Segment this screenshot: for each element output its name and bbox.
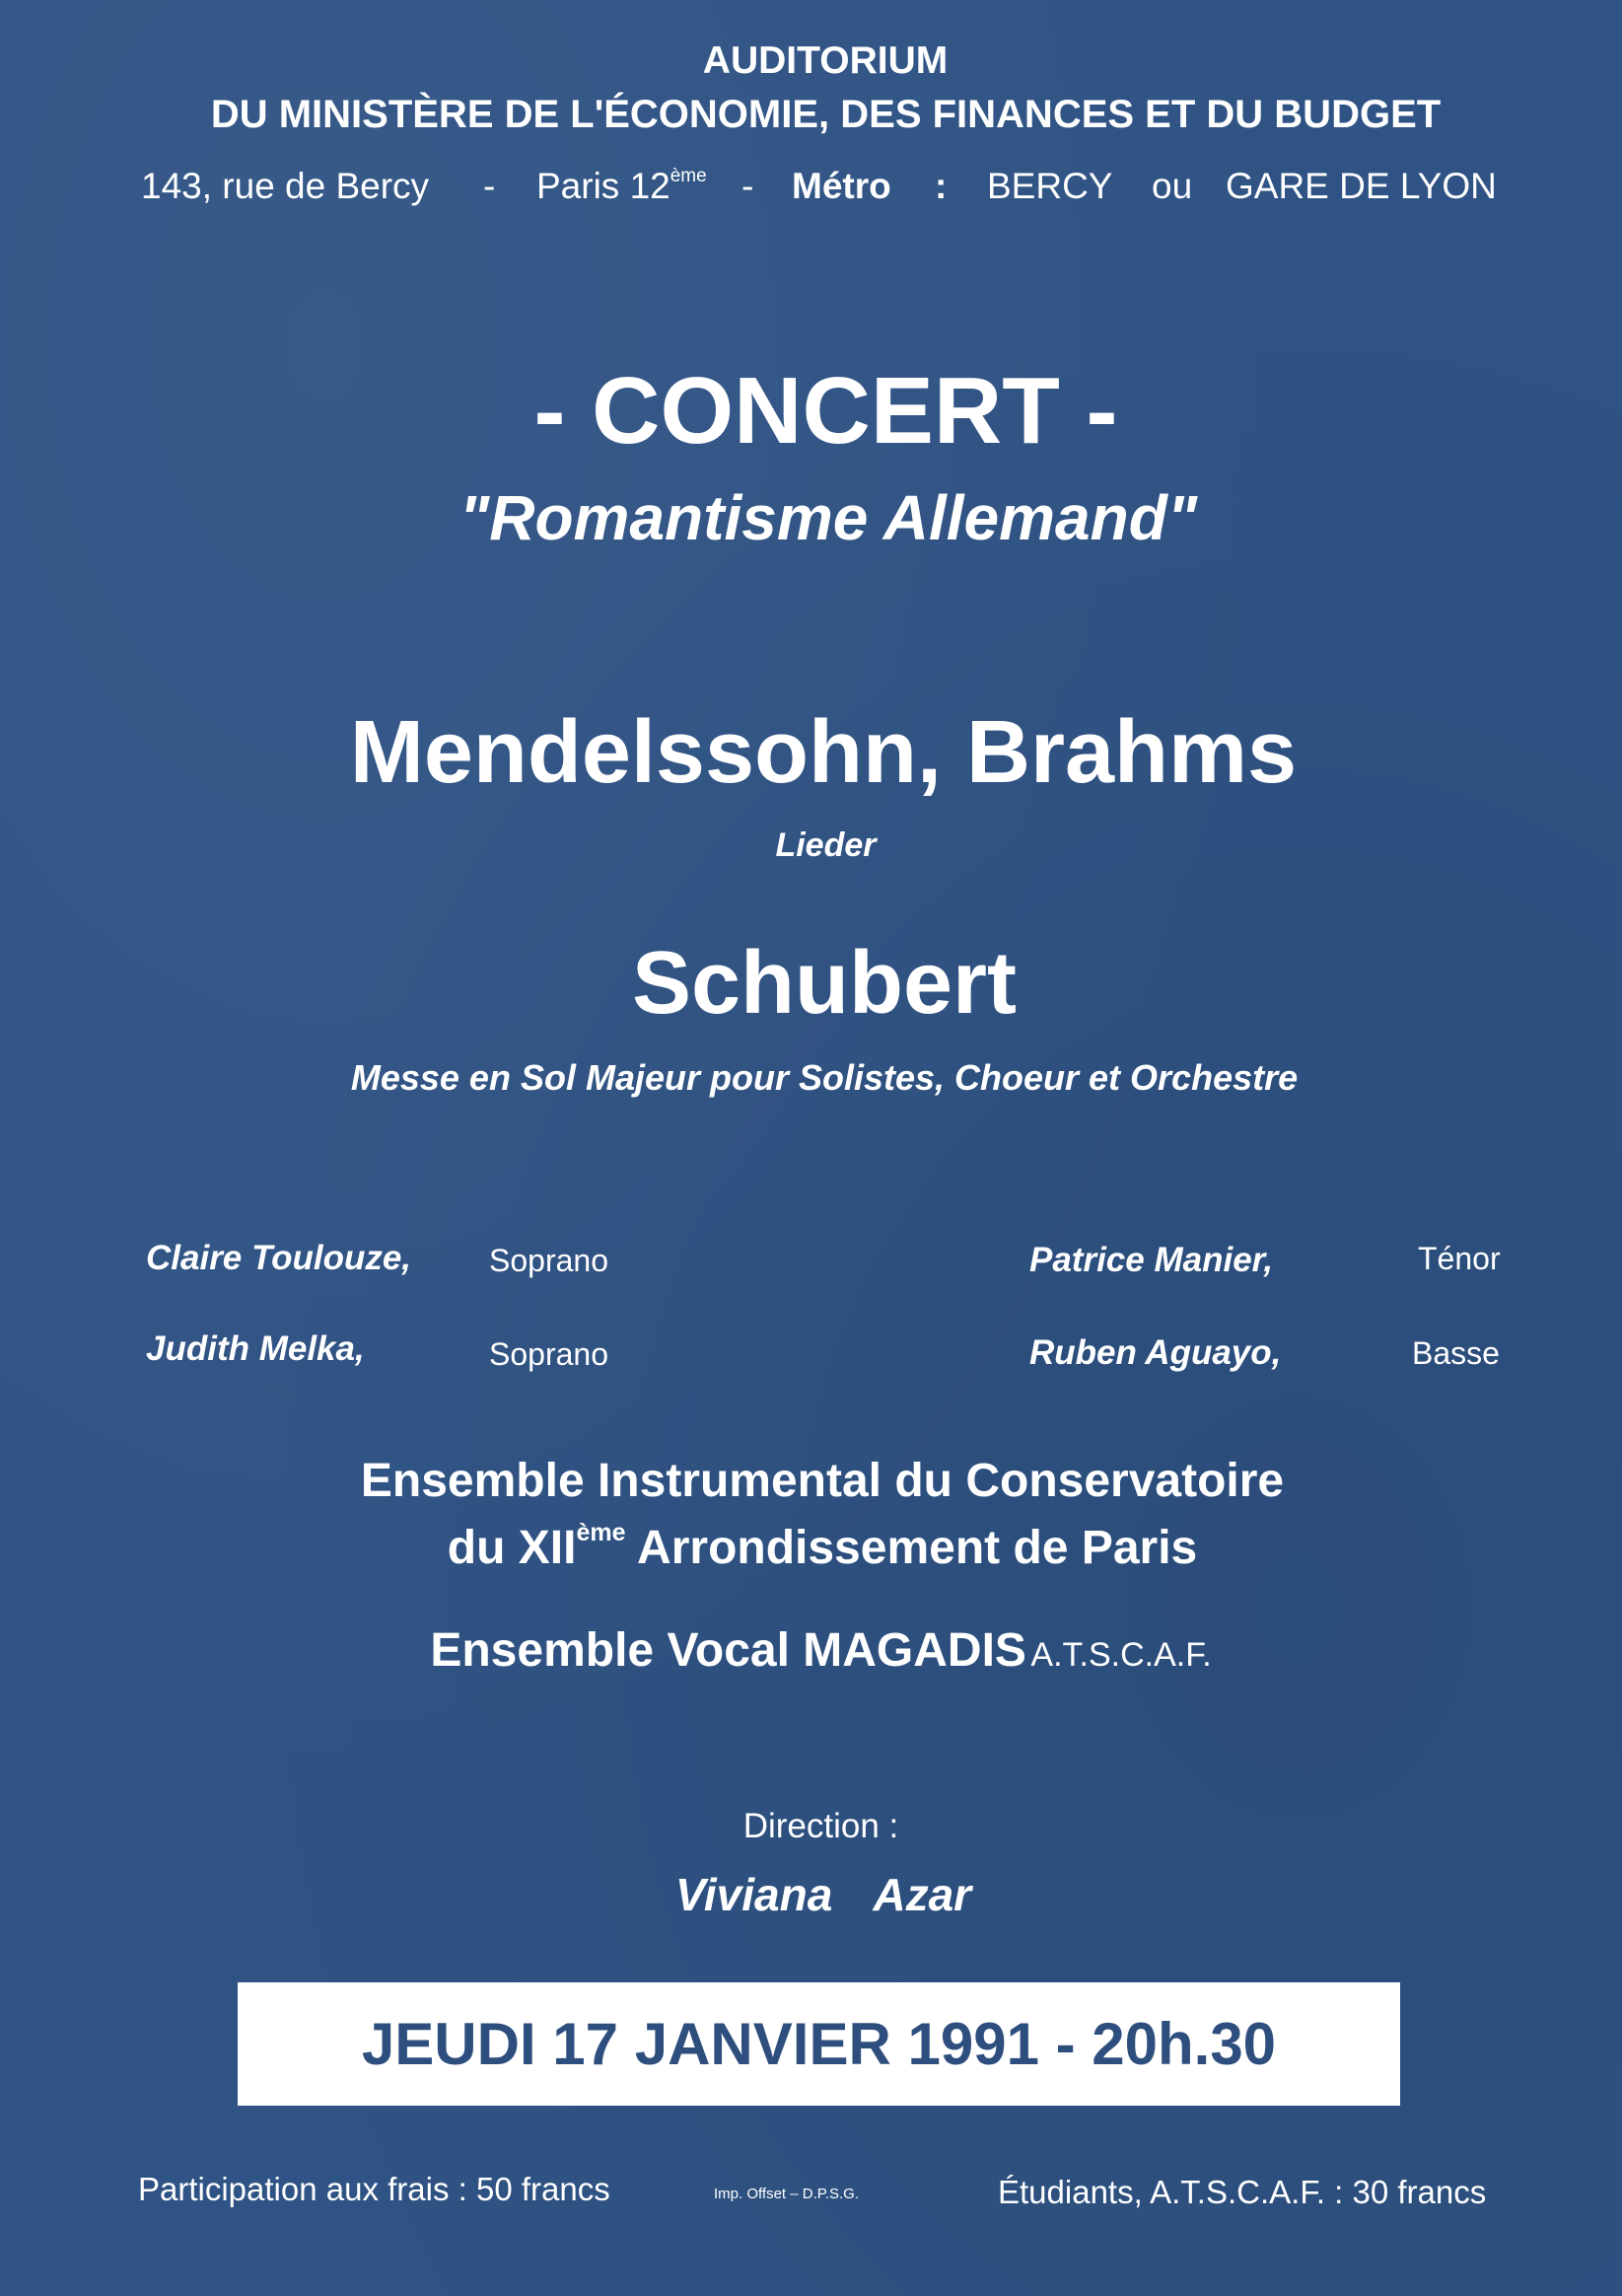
direction-label: Direction : <box>742 1807 899 1845</box>
work-messe: Messe en Sol Majeur pour Solistes, Choeur et Orchestre <box>350 1057 1299 1098</box>
venue-subtitle: DU MINISTÈRE DE L'ÉCONOMIE, DES FINANCES ET DU BUDGET <box>210 93 1442 136</box>
soloist-voice: Ténor <box>1418 1241 1501 1276</box>
fee-reduced: Étudiants, A.T.S.C.A.F. : 30 francs <box>998 2174 1487 2210</box>
soloist-name: Judith Melka, <box>146 1329 365 1368</box>
concert-title: - CONCERT - <box>533 358 1118 464</box>
instrumental-ensemble-prefix: du XII <box>447 1522 577 1574</box>
instrumental-ensemble-sup: ème <box>576 1519 626 1546</box>
metro-station-gare-de-lyon: GARE DE LYON <box>1226 166 1497 206</box>
soloist-voice: Soprano <box>489 1243 608 1278</box>
address-separator: - <box>741 166 754 206</box>
venue-title: AUDITORIUM <box>702 39 949 82</box>
composers-mendelssohn-brahms: Mendelssohn, Brahms <box>349 703 1298 802</box>
work-lieder: Lieder <box>775 826 877 864</box>
soloist-voice: Basse <box>1412 1335 1500 1371</box>
metro-station-bercy: BERCY <box>987 166 1113 206</box>
address-city-name: Paris 12 <box>536 166 670 206</box>
conductor-name: Viviana Azar <box>674 1869 972 1920</box>
instrumental-ensemble-suffix: Arrondissement de Paris <box>625 1522 1198 1574</box>
metro-label: Métro <box>792 166 891 206</box>
composer-schubert: Schubert <box>631 934 1018 1033</box>
vocal-ensemble-name: Ensemble Vocal MAGADIS <box>430 1624 1026 1677</box>
address-street: 143, rue de Bercy <box>141 166 430 206</box>
metro-colon: : <box>935 166 948 206</box>
address-city <box>536 166 707 207</box>
date-banner <box>238 1982 1400 2106</box>
metro-or: ou <box>1152 166 1193 206</box>
soloist-name: Ruben Aguayo, <box>1029 1333 1282 1372</box>
soloist-voice: Soprano <box>489 1336 608 1372</box>
fee-general: Participation aux frais : 50 francs <box>138 2171 610 2207</box>
instrumental-ensemble-line-1: Ensemble Instrumental du Conservatoire <box>360 1455 1285 1507</box>
instrumental-ensemble-line-2 <box>0 1521 1622 1575</box>
vocal-ensemble-affiliation: A.T.S.C.A.F. <box>1030 1636 1212 1674</box>
soloist-name: Claire Toulouze, <box>146 1239 412 1277</box>
address-separator: - <box>483 166 496 206</box>
address-city-suffix: ème <box>670 165 707 186</box>
date-time: JEUDI 17 JANVIER 1991 - 20h.30 <box>361 2011 1277 2077</box>
concert-subtitle: "Romantisme Allemand" <box>458 482 1198 553</box>
soloist-name: Patrice Manier, <box>1029 1241 1274 1279</box>
printer-credit: Imp. Offset – D.P.S.G. <box>714 2186 860 2202</box>
vocal-ensemble <box>0 1623 1622 1678</box>
